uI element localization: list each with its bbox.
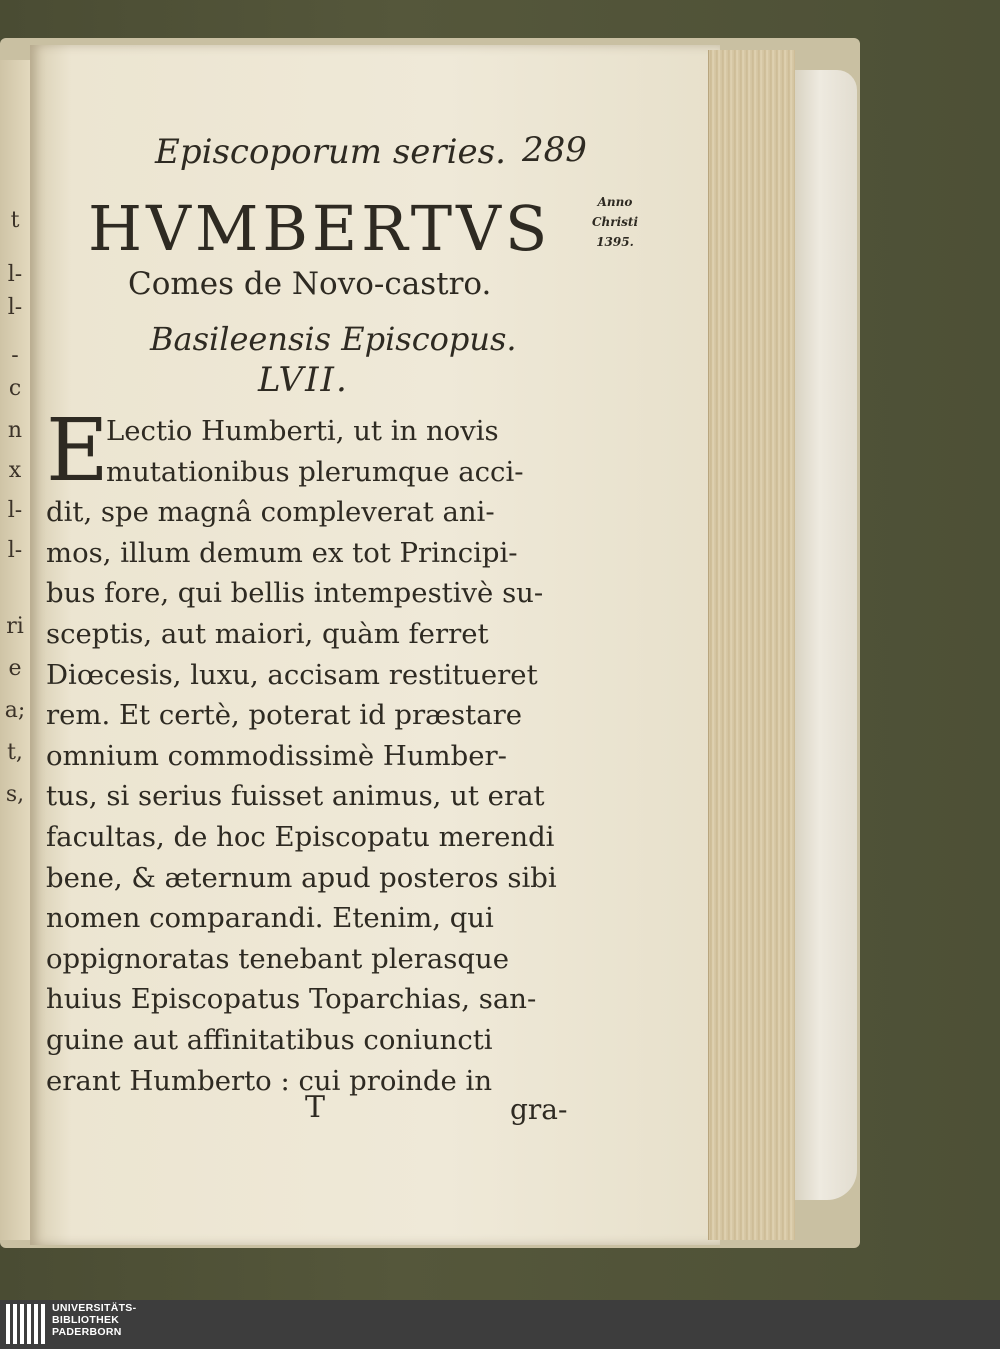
text-line: Lectio Humberti, ut in novis: [106, 415, 499, 447]
drop-cap: E: [46, 401, 109, 501]
left-page-fragment: l-: [7, 295, 23, 320]
text-line: erant Humberto : cui proinde in: [46, 1064, 493, 1097]
text-line: sceptis, aut maiori, quàm ferret: [46, 617, 489, 650]
page-number: 289: [522, 130, 587, 170]
text-line: oppignoratas tenebant plerasque: [46, 942, 510, 975]
left-page-fragment: c: [8, 376, 22, 401]
chapter-numeral: LVII.: [258, 360, 349, 400]
text-line: bene, & æternum apud posteros sibi: [46, 861, 557, 894]
text-line: huius Episcopatus Toparchias, san-: [46, 983, 537, 1016]
left-page-fragment: n: [7, 418, 23, 443]
running-head: Episcoporum series.: [155, 132, 506, 172]
page-block-edge: [708, 50, 795, 1240]
flyleaf: [795, 70, 857, 1200]
signature-mark: T: [305, 1090, 326, 1125]
logo-line: PADERBORN: [52, 1326, 122, 1338]
episcopal-see: Basileensis Episcopus.: [150, 320, 517, 358]
text-line: mos, illum demum ex tot Principi-: [46, 536, 518, 569]
margin-note-line: Christi: [591, 215, 638, 229]
left-page-fragment: x: [8, 458, 22, 483]
text-line: tus, si serius fuisset animus, ut erat: [46, 780, 545, 813]
logo-line: BIBLIOTHEK: [52, 1314, 120, 1326]
text-line: Diœcesis, luxu, accisam restitueret: [46, 658, 538, 691]
logo-line: UNIVERSITÄTS-: [52, 1302, 137, 1314]
left-page-fragment: ri: [6, 614, 24, 639]
text-line: mutationibus plerumque acci-: [106, 455, 524, 488]
left-page-fragment: l-: [7, 498, 23, 523]
left-page-fragment: l-: [7, 262, 23, 287]
chapter-title: HVMBERTVS: [88, 192, 552, 265]
left-page-fragment: s,: [5, 782, 25, 807]
left-page-fragment: -: [11, 343, 19, 368]
left-page-fragment: l-: [7, 538, 23, 563]
left-page-fragment: t,: [7, 740, 23, 765]
margin-note-line: Anno: [597, 195, 633, 209]
chapter-subtitle: Comes de Novo-castro.: [128, 266, 492, 302]
margin-note-line: 1395.: [596, 235, 634, 249]
margin-note: [585, 192, 645, 252]
text-line: omnium commodissimè Humber-: [46, 739, 507, 772]
footer-bar: [0, 1300, 1000, 1349]
text-line: dit, spe magnâ compleverat ani-: [46, 496, 495, 529]
text-line: facultas, de hoc Episcopatu merendi: [46, 820, 555, 853]
left-page-edge: [0, 60, 30, 1240]
left-page-fragment: e: [8, 656, 22, 681]
body-text: [46, 411, 576, 1101]
text-line: rem. Et certè, poterat id præstare: [46, 699, 523, 732]
text-line: bus fore, qui bellis intempestivè su-: [46, 577, 544, 610]
library-logo-text: [52, 1302, 136, 1338]
library-logo-icon: [6, 1304, 46, 1344]
left-page-fragment: t: [10, 208, 20, 233]
catchword: gra-: [510, 1093, 568, 1126]
text-line: nomen comparandi. Etenim, qui: [46, 902, 494, 935]
text-line: guine aut affinitatibus coniuncti: [46, 1023, 493, 1056]
left-page-fragment: a;: [4, 698, 26, 723]
